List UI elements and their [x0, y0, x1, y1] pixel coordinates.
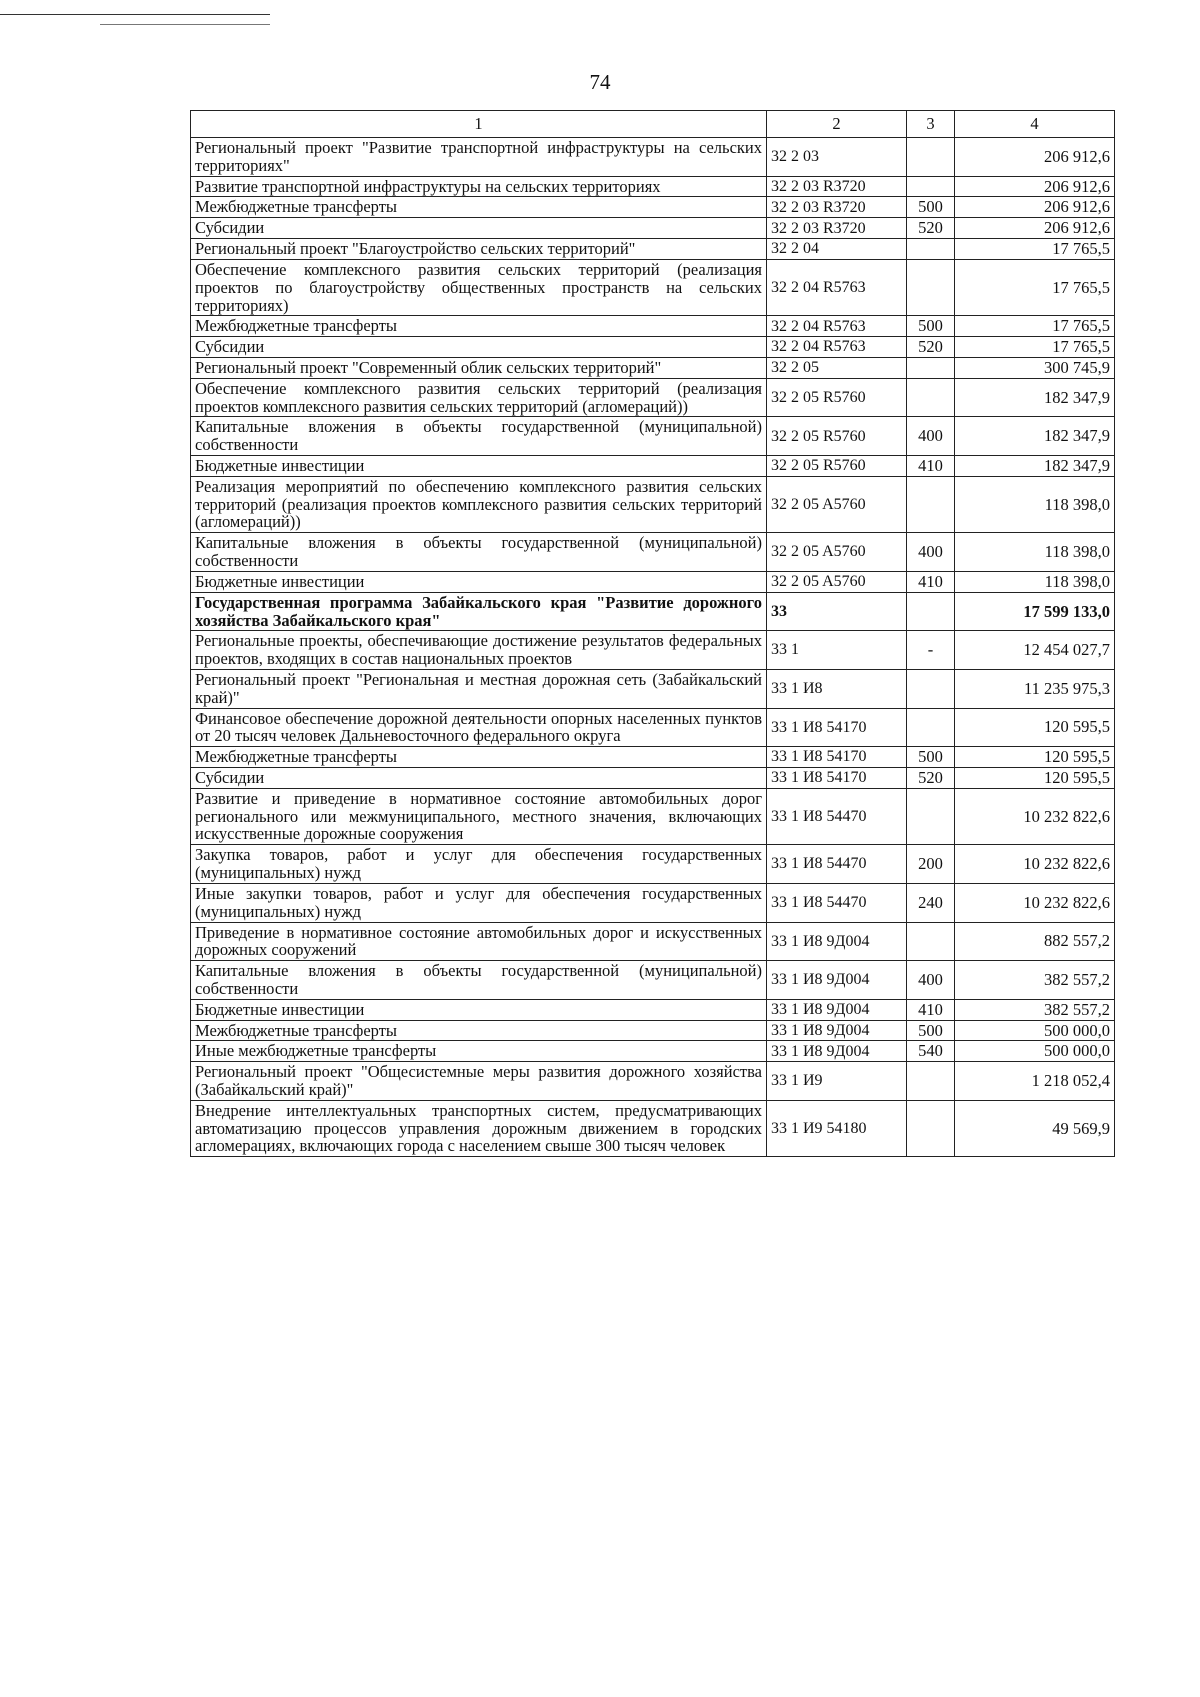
row-expense-type: [907, 176, 955, 197]
row-expense-type: 500: [907, 197, 955, 218]
table-row: [191, 708, 1115, 747]
table-row: [191, 961, 1115, 1000]
row-sum: 120 595,5: [955, 747, 1115, 768]
row-sum: 10 232 822,6: [955, 883, 1115, 922]
scan-artifact-line: [100, 24, 270, 25]
row-expense-type: [907, 138, 955, 177]
row-code: 32 2 03 R3720: [767, 218, 907, 239]
row-expense-type: 400: [907, 533, 955, 572]
row-code: 32 2 03 R3720: [767, 197, 907, 218]
table-row: [191, 357, 1115, 378]
header-col-1: 1: [191, 111, 767, 138]
table-row: [191, 1041, 1115, 1062]
row-expense-type: 500: [907, 316, 955, 337]
row-sum: 12 454 027,7: [955, 631, 1115, 670]
header-col-2: 2: [767, 111, 907, 138]
row-code: 33 1 И8 54470: [767, 788, 907, 844]
row-code: 33 1 И8 54170: [767, 768, 907, 789]
table-row: [191, 316, 1115, 337]
row-name: Межбюджетные трансферты: [191, 747, 767, 768]
table-row: [191, 922, 1115, 961]
row-sum: 182 347,9: [955, 456, 1115, 477]
row-name: Межбюджетные трансферты: [191, 197, 767, 218]
row-name: Региональный проект "Благоустройство сельских территорий": [191, 239, 767, 260]
row-sum: 1 218 052,4: [955, 1062, 1115, 1101]
row-code: 32 2 03: [767, 138, 907, 177]
row-sum: 118 398,0: [955, 533, 1115, 572]
row-code: 33 1 И8 54170: [767, 747, 907, 768]
row-code: 33 1 И8 9Д004: [767, 922, 907, 961]
row-code: 32 2 05 R5760: [767, 417, 907, 456]
scan-artifact-line: [0, 14, 270, 15]
row-expense-type: [907, 669, 955, 708]
row-name: Иные межбюджетные трансферты: [191, 1041, 767, 1062]
row-code: 33 1 И9 54180: [767, 1100, 907, 1156]
row-name: Реализация мероприятий по обеспечению комплексного развития сельских территорий (реализация проектов комплексного развития сельских территорий (агломераций)): [191, 476, 767, 532]
row-code: 33 1 И8: [767, 669, 907, 708]
row-sum: 17 599 133,0: [955, 592, 1115, 631]
row-name: Капитальные вложения в объекты государственной (муниципальной) собственности: [191, 417, 767, 456]
row-expense-type: [907, 708, 955, 747]
row-code: 33 1 И8 9Д004: [767, 999, 907, 1020]
row-expense-type: 540: [907, 1041, 955, 1062]
table-row: [191, 259, 1115, 315]
row-sum: 11 235 975,3: [955, 669, 1115, 708]
table-row: [191, 883, 1115, 922]
table-row: [191, 476, 1115, 532]
row-code: 32 2 03 R3720: [767, 176, 907, 197]
table-header: [191, 111, 1115, 138]
table-row: [191, 592, 1115, 631]
row-code: 33 1: [767, 631, 907, 670]
table-row: [191, 747, 1115, 768]
row-expense-type: 410: [907, 571, 955, 592]
row-sum: 882 557,2: [955, 922, 1115, 961]
row-expense-type: [907, 476, 955, 532]
table-row: [191, 1062, 1115, 1101]
header-row: [191, 111, 1115, 138]
table-row: [191, 417, 1115, 456]
row-name: Региональный проект "Развитие транспортной инфраструктуры на сельских территориях": [191, 138, 767, 177]
table-row: [191, 1100, 1115, 1156]
row-expense-type: [907, 259, 955, 315]
row-name: Финансовое обеспечение дорожной деятельности опорных населенных пунктов от 20 тысяч человек Дальневосточного федерального округа: [191, 708, 767, 747]
row-code: 33 1 И8 9Д004: [767, 1020, 907, 1041]
row-sum: 206 912,6: [955, 138, 1115, 177]
row-name: Развитие транспортной инфраструктуры на сельских территориях: [191, 176, 767, 197]
table-row: [191, 768, 1115, 789]
row-expense-type: 240: [907, 883, 955, 922]
row-sum: 206 912,6: [955, 218, 1115, 239]
table-row: [191, 176, 1115, 197]
table-row: [191, 1020, 1115, 1041]
row-name: Межбюджетные трансферты: [191, 316, 767, 337]
row-sum: 17 765,5: [955, 337, 1115, 358]
table-row: [191, 669, 1115, 708]
row-name: Приведение в нормативное состояние автомобильных дорог и искусственных дорожных сооружений: [191, 922, 767, 961]
row-name: Капитальные вложения в объекты государственной (муниципальной) собственности: [191, 961, 767, 1000]
row-sum: 118 398,0: [955, 571, 1115, 592]
row-name: Региональный проект "Региональная и местная дорожная сеть (Забайкальский край)": [191, 669, 767, 708]
header-col-4: 4: [955, 111, 1115, 138]
row-name: Обеспечение комплексного развития сельских территорий (реализация проектов по благоустройству общественных пространств на сельских территориях): [191, 259, 767, 315]
row-code: 32 2 05: [767, 357, 907, 378]
row-expense-type: 410: [907, 456, 955, 477]
row-code: 32 2 05 R5760: [767, 378, 907, 417]
row-sum: 120 595,5: [955, 768, 1115, 789]
table-row: [191, 999, 1115, 1020]
table-body: [191, 138, 1115, 1157]
row-name: Региональные проекты, обеспечивающие достижение результатов федеральных проектов, входящих в состав национальных проектов: [191, 631, 767, 670]
row-sum: 182 347,9: [955, 417, 1115, 456]
row-name: Субсидии: [191, 768, 767, 789]
row-sum: 120 595,5: [955, 708, 1115, 747]
row-name: Развитие и приведение в нормативное состояние автомобильных дорог регионального или межмуниципального, местного значения, включающих искусственные дорожные сооружения: [191, 788, 767, 844]
row-name: Обеспечение комплексного развития сельских территорий (реализация проектов комплексного развития сельских территорий (агломераций)): [191, 378, 767, 417]
row-expense-type: [907, 922, 955, 961]
row-sum: 382 557,2: [955, 961, 1115, 1000]
row-code: 32 2 04 R5763: [767, 316, 907, 337]
table-row: [191, 378, 1115, 417]
table-row: [191, 533, 1115, 572]
row-expense-type: 520: [907, 768, 955, 789]
row-expense-type: 520: [907, 337, 955, 358]
row-code: 32 2 05 A5760: [767, 533, 907, 572]
row-sum: 500 000,0: [955, 1020, 1115, 1041]
row-expense-type: 400: [907, 961, 955, 1000]
table-row: [191, 197, 1115, 218]
row-expense-type: 410: [907, 999, 955, 1020]
table-row: [191, 631, 1115, 670]
row-expense-type: 400: [907, 417, 955, 456]
row-name: Государственная программа Забайкальского края "Развитие дорожного хозяйства Забайкальского края": [191, 592, 767, 631]
row-expense-type: -: [907, 631, 955, 670]
row-name: Бюджетные инвестиции: [191, 456, 767, 477]
table-row: [191, 138, 1115, 177]
row-sum: 17 765,5: [955, 259, 1115, 315]
row-name: Закупка товаров, работ и услуг для обеспечения государственных (муниципальных) нужд: [191, 845, 767, 884]
row-code: 32 2 05 R5760: [767, 456, 907, 477]
row-expense-type: [907, 378, 955, 417]
table-row: [191, 239, 1115, 260]
row-sum: 382 557,2: [955, 999, 1115, 1020]
row-name: Межбюджетные трансферты: [191, 1020, 767, 1041]
row-code: 33 1 И8 9Д004: [767, 961, 907, 1000]
row-code: 32 2 05 A5760: [767, 571, 907, 592]
row-expense-type: [907, 1100, 955, 1156]
row-name: Субсидии: [191, 218, 767, 239]
row-sum: 10 232 822,6: [955, 845, 1115, 884]
row-name: Региональный проект "Современный облик сельских территорий": [191, 357, 767, 378]
row-code: 32 2 04 R5763: [767, 337, 907, 358]
row-code: 33 1 И8 54470: [767, 845, 907, 884]
row-expense-type: 500: [907, 747, 955, 768]
row-name: Иные закупки товаров, работ и услуг для обеспечения государственных (муниципальных) нужд: [191, 883, 767, 922]
row-expense-type: [907, 239, 955, 260]
row-name: Бюджетные инвестиции: [191, 571, 767, 592]
row-name: Региональный проект "Общесистемные меры развития дорожного хозяйства (Забайкальский край)": [191, 1062, 767, 1101]
row-code: 32 2 05 A5760: [767, 476, 907, 532]
row-expense-type: [907, 788, 955, 844]
table-row: [191, 456, 1115, 477]
row-sum: 206 912,6: [955, 176, 1115, 197]
row-code: 32 2 04: [767, 239, 907, 260]
table-row: [191, 571, 1115, 592]
table-row: [191, 218, 1115, 239]
row-name: Субсидии: [191, 337, 767, 358]
row-code: 33 1 И9: [767, 1062, 907, 1101]
row-code: 33 1 И8 54170: [767, 708, 907, 747]
budget-table: [190, 110, 1115, 1157]
row-expense-type: 520: [907, 218, 955, 239]
row-sum: 10 232 822,6: [955, 788, 1115, 844]
table-row: [191, 845, 1115, 884]
row-name: Внедрение интеллектуальных транспортных систем, предусматривающих автоматизацию процессов управления дорожным движением в городских агломерациях, включающих города с населением свыше 300 тысяч человек: [191, 1100, 767, 1156]
row-name: Капитальные вложения в объекты государственной (муниципальной) собственности: [191, 533, 767, 572]
row-expense-type: [907, 592, 955, 631]
row-name: Бюджетные инвестиции: [191, 999, 767, 1020]
row-expense-type: 500: [907, 1020, 955, 1041]
row-sum: 17 765,5: [955, 316, 1115, 337]
row-sum: 206 912,6: [955, 197, 1115, 218]
row-expense-type: [907, 1062, 955, 1101]
row-sum: 118 398,0: [955, 476, 1115, 532]
row-code: 32 2 04 R5763: [767, 259, 907, 315]
row-sum: 49 569,9: [955, 1100, 1115, 1156]
row-expense-type: [907, 357, 955, 378]
row-sum: 17 765,5: [955, 239, 1115, 260]
row-sum: 500 000,0: [955, 1041, 1115, 1062]
header-col-3: 3: [907, 111, 955, 138]
row-sum: 182 347,9: [955, 378, 1115, 417]
row-code: 33 1 И8 9Д004: [767, 1041, 907, 1062]
row-expense-type: 200: [907, 845, 955, 884]
row-code: 33 1 И8 54470: [767, 883, 907, 922]
table-row: [191, 788, 1115, 844]
row-code: 33: [767, 592, 907, 631]
page-number: 74: [589, 70, 611, 94]
row-sum: 300 745,9: [955, 357, 1115, 378]
table-row: [191, 337, 1115, 358]
